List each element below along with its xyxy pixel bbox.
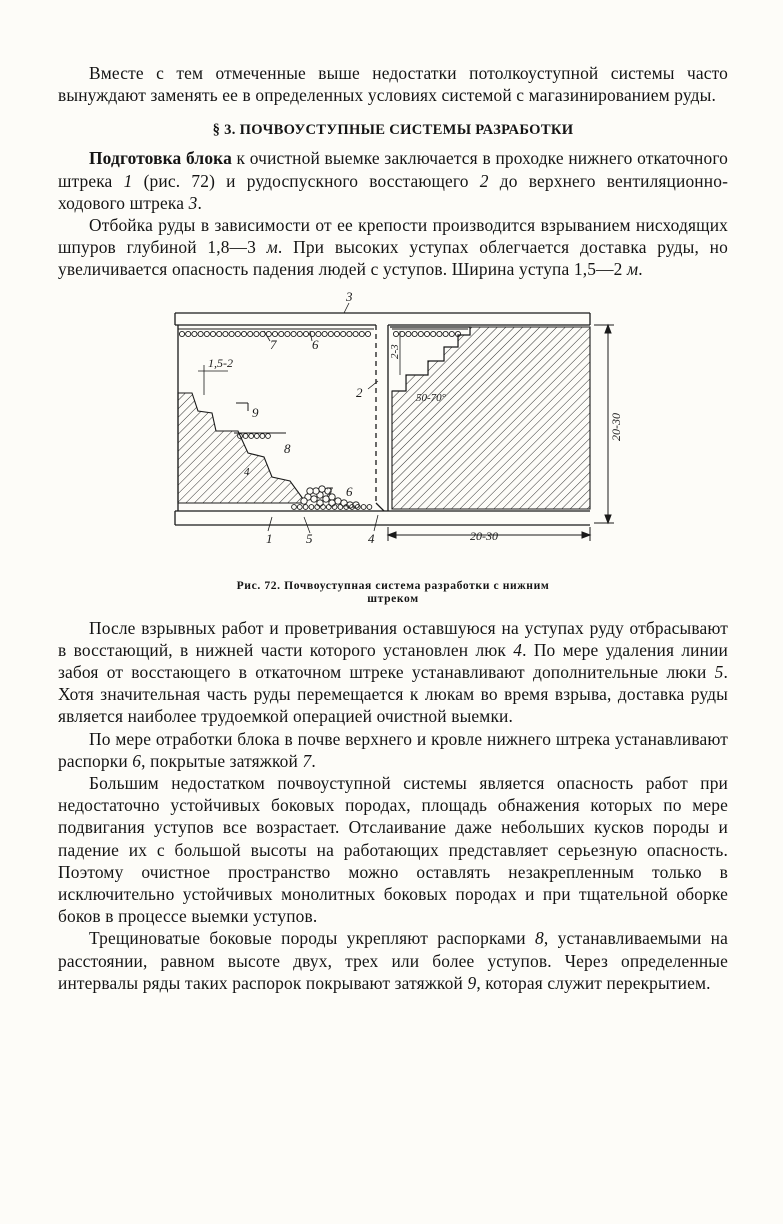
leader-2 (368, 381, 378, 389)
label-3: 3 (346, 290, 353, 304)
text-run: После взрывных работ и проветривания оставшуюся на уступах руду отбрасывают в восстающий, в нижней части которого установлен люк (58, 617, 728, 660)
ref-number: 6 (132, 750, 142, 771)
ore-lump (313, 487, 319, 493)
ore-lump (335, 497, 341, 503)
prop-circle (322, 331, 327, 336)
intro-paragraph: Вместе с тем отмеченные выше недостатки потолкоуступной системы часто вынуждают заменять ее в определенных условиях системой с магазинированием руды. (58, 63, 728, 106)
leader-1 (268, 517, 272, 531)
label-6a: 6 (312, 336, 319, 352)
text-run: . (311, 750, 316, 771)
ore-lump (317, 499, 323, 505)
prop-circle (365, 331, 370, 336)
label-step-width: 1,5-2 (208, 355, 233, 370)
paragraph-fractured-rock (58, 927, 728, 994)
prop-circle (309, 504, 314, 509)
label-2-3: 2-3 (389, 343, 401, 359)
ref-number: 2 (479, 170, 489, 191)
text-run: , покрытые затяжкой (141, 750, 303, 771)
chute-4 (376, 503, 384, 511)
prop-circle (243, 433, 248, 438)
text-run: . При высоких уступах облегчается доставка руды, но увеличивается опасность падения людей с уступов. Ширина уступа 1,5—2 (58, 237, 728, 280)
ref-number: 8 (535, 928, 544, 949)
prop-circle (241, 331, 246, 336)
prop-circle (303, 331, 308, 336)
section-heading: § 3. ПОЧВОУСТУПНЫЕ СИСТЕМЫ РАЗРАБОТКИ (212, 122, 574, 139)
ore-lump (307, 487, 313, 493)
paragraph-after-blasting (58, 617, 728, 728)
paragraph-blasting (58, 214, 728, 281)
figure-caption (58, 579, 728, 605)
arrow-right (582, 532, 590, 538)
prop-circle (235, 331, 240, 336)
prop-circle (353, 331, 358, 336)
prop-circle (361, 504, 366, 509)
prop-circle (204, 331, 209, 336)
ref-number: 9 (467, 972, 477, 993)
prop-circle (254, 433, 259, 438)
label-width: 20-30 (470, 528, 498, 543)
prop-circle (303, 504, 308, 509)
prop-circle (292, 504, 297, 509)
leader-3 (344, 303, 349, 313)
text-run: (рис. 72) и рудоспускного восстающего (132, 170, 480, 191)
caption-line-1: Рис. 72. Почвоуступная система разработки с нижним (236, 578, 550, 592)
ore-lump (301, 497, 307, 503)
label-2: 2 (356, 384, 363, 400)
arrow-down (605, 515, 611, 523)
text-run: , устанавливаемыми на расстоянии, равном высоте двух, трех или более уступов. Через определенные интервалы ряды таких распорок покрывают затяжкой (58, 928, 728, 993)
prop-circle (217, 331, 222, 336)
prop-circle (326, 504, 331, 509)
arrow-up (605, 325, 611, 333)
label-9: 9 (252, 404, 259, 420)
prop-circle (297, 331, 302, 336)
text-run: Отбойка руды в зависимости от ее крепости производится взрыванием нисходящих шпуров глубиной 1,8—3 (58, 215, 728, 258)
prop-circle (260, 433, 265, 438)
text-run: Трещиноватые боковые породы укрепляют распорками (89, 928, 536, 949)
text-run: . (638, 259, 643, 280)
prop-circle (272, 331, 277, 336)
prop-circle (249, 433, 254, 438)
label-angle: 50-70° (416, 391, 447, 404)
unit: м (626, 259, 639, 280)
prop-circle (223, 331, 228, 336)
prop-circle (285, 331, 290, 336)
prop-circle (186, 331, 191, 336)
prop-circle (321, 504, 326, 509)
label-1: 1 (266, 530, 273, 546)
text-run: По мере отработки блока в почве верхнего и кровле нижнего штрека устанавливают распорки (58, 728, 728, 771)
ref-number: 1 (123, 170, 133, 191)
prop-circle (179, 331, 184, 336)
prop-circle (297, 504, 302, 509)
page-content (58, 62, 728, 994)
mining-system-diagram (58, 291, 728, 579)
label-7a: 7 (270, 336, 277, 352)
leader-4 (374, 515, 378, 531)
label-height: 20-30 (609, 412, 623, 441)
prop-circle (198, 331, 203, 336)
prop-circle (328, 331, 333, 336)
ref-number: 5 (714, 662, 724, 683)
ref-number: 4 (513, 639, 523, 660)
text-run: к очистной выемке заключается в проходке нижнего откаточного штрека (58, 148, 729, 191)
label-7b: 7 (326, 483, 333, 499)
text-run: . Хотя значительная часть руды перемещается к люкам во время взрыва, доставка руды является наиболее трудоемкой операцией очистной выемки. (58, 662, 728, 727)
ref-number: 7 (302, 750, 312, 771)
prop-circle (291, 331, 296, 336)
text-run: до верхнего вентиляционно-ходового штрека (58, 170, 729, 213)
label-5: 5 (306, 530, 313, 546)
prop-row-mid (238, 433, 271, 438)
label-6b: 6 (346, 483, 353, 499)
prop-row-top (179, 331, 460, 336)
text-run: . По мере удаления линии забоя от восстающего в откаточном штреке устанавливают дополнительные люки (58, 639, 729, 683)
prop-circle (254, 331, 259, 336)
prop-circle (347, 331, 352, 336)
unit: м (266, 237, 278, 258)
caption-line-2: штреком (367, 591, 419, 605)
run-in-heading: Подготовка блока (89, 148, 232, 169)
ref-number: 3 (188, 192, 198, 213)
prop-circle (279, 331, 284, 336)
label-8: 8 (284, 440, 291, 456)
ore-lump (311, 495, 317, 501)
label-4: 4 (368, 530, 375, 546)
text-run: . (197, 192, 202, 213)
label-4-footwall: 4 (244, 465, 250, 478)
prop-circle (334, 331, 339, 336)
prop-circle (210, 331, 215, 336)
prop-circle (316, 331, 321, 336)
paragraph-props (58, 728, 728, 772)
prop-circle (367, 504, 372, 509)
paragraph-drawback: Большим недостатком почвоуступной системы является опасность работ при недостаточно устойчивых боковых породах, площадь обнажения которых по мере подвигания уступов все возрастает. Отслаивание даже небольших кусков породы и падение их с большой высоты на работающих представляет серьезную опасность. Поэтому очистное пространство можно оставлять незакрепленным только в исключительно устойчивых монолитных боковых породах и при тщательной оборке боков в процессе выемки уступов. (58, 773, 728, 927)
prop-circle (266, 433, 271, 438)
prop-circle (248, 331, 253, 336)
arrow-left (388, 532, 396, 538)
figure-72 (58, 291, 728, 579)
prop-circle (192, 331, 197, 336)
prop-circle (229, 331, 234, 336)
prop-circle (359, 331, 364, 336)
prop-circle (341, 331, 346, 336)
ore-lump (319, 485, 325, 491)
paragraph-block-preparation (58, 147, 728, 214)
text-run: , которая служит перекрытием. (476, 972, 711, 993)
prop-circle (338, 504, 343, 509)
